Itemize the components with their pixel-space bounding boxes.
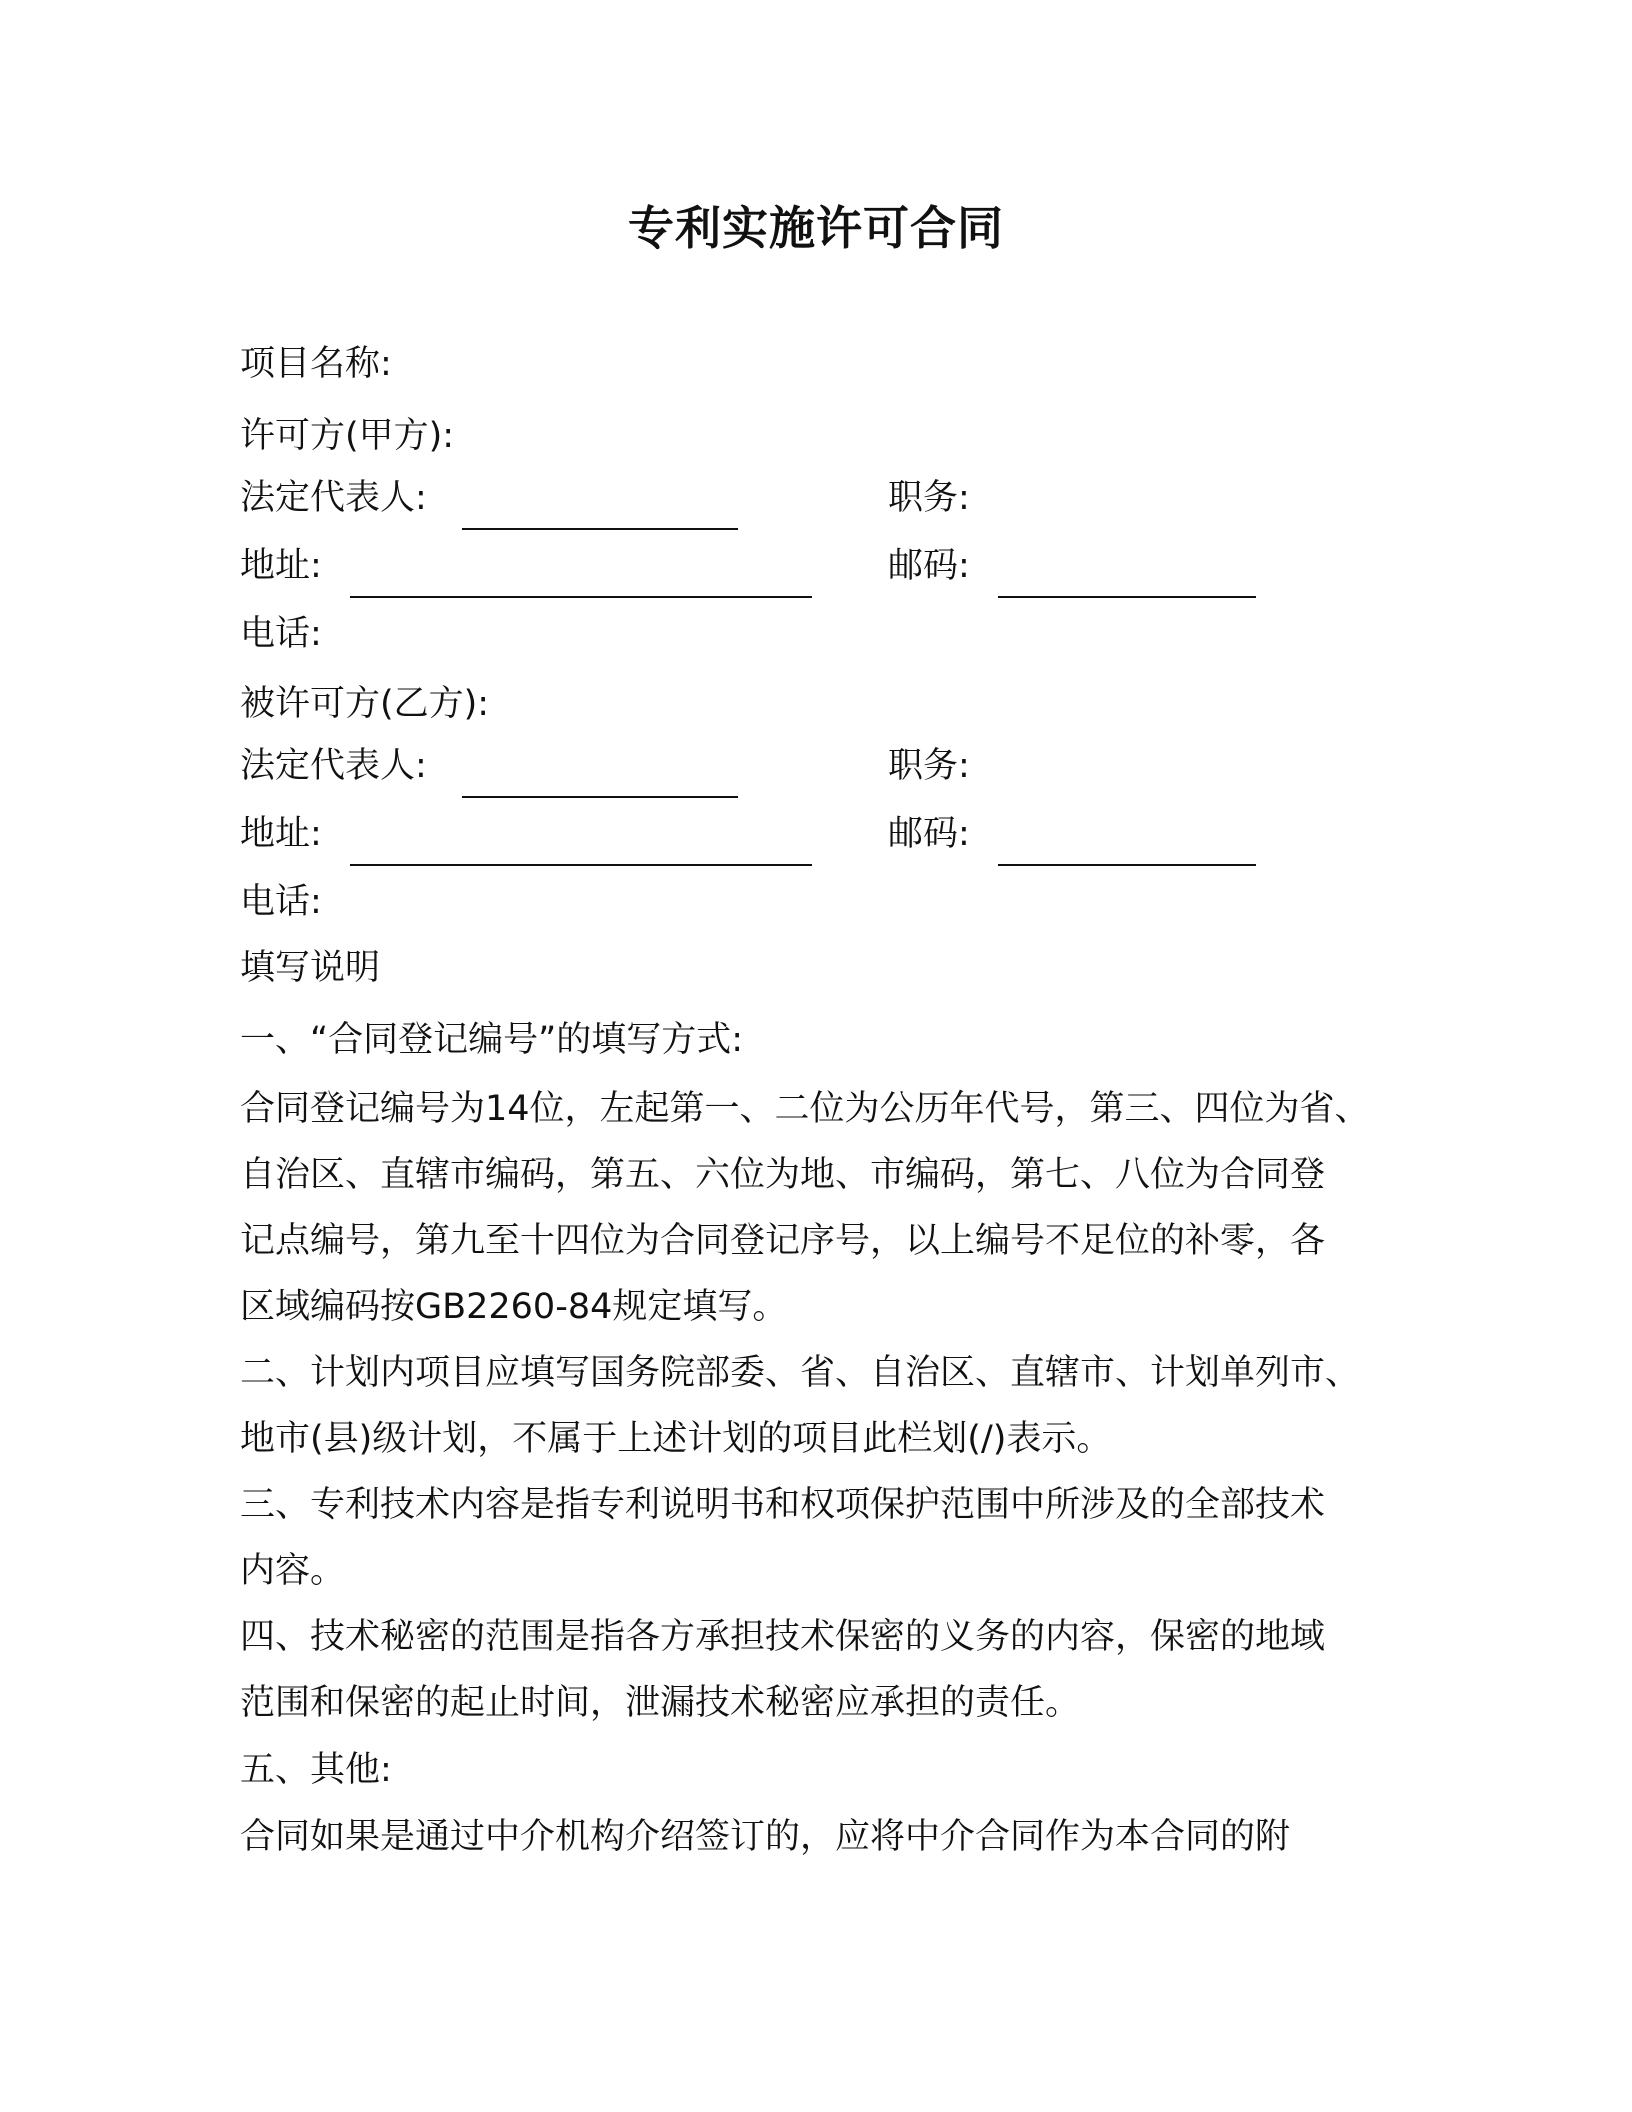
item5-paragraph <box>240 1804 1400 1870</box>
licensee-phone-label: 电话: <box>240 882 322 922</box>
paragraph-line: 区域编码按GB2260-84规定填写。 <box>240 1287 788 1327</box>
item1-paragraph <box>240 1076 1400 1340</box>
licensee-postcode-field[interactable] <box>998 864 1256 866</box>
licensee-position-label: 职务: <box>888 746 970 786</box>
licensor-address-label: 地址: <box>240 546 322 586</box>
licensee-heading: 被许可方(乙方): <box>240 684 490 724</box>
paragraph-line: 合同登记编号为14位，左起第一、二位为公历年代号，第三、四位为省、 <box>240 1089 1370 1129</box>
licensee-legal-rep-field[interactable] <box>462 796 738 798</box>
project-name-label: 项目名称: <box>240 344 392 384</box>
item2-paragraph <box>240 1340 1400 1472</box>
licensor-legal-rep-label: 法定代表人: <box>240 478 427 518</box>
paragraph-line: 地市(县)级计划，不属于上述计划的项目此栏划(/)表示。 <box>240 1419 1112 1459</box>
paragraph-line: 记点编号，第九至十四位为合同登记序号，以上编号不足位的补零，各 <box>240 1221 1326 1261</box>
licensor-postcode-field[interactable] <box>998 596 1256 598</box>
licensee-address-field[interactable] <box>350 864 812 866</box>
licensee-address-label: 地址: <box>240 814 322 854</box>
paragraph-line: 自治区、直辖市编码，第五、六位为地、市编码，第七、八位为合同登 <box>240 1155 1326 1195</box>
paragraph-line: 二、计划内项目应填写国务院部委、省、自治区、直辖市、计划单列市、 <box>240 1353 1361 1393</box>
licensor-phone-label: 电话: <box>240 614 322 654</box>
licensor-postcode-label: 邮码: <box>888 546 970 586</box>
contract-title: 专利实施许可合同 <box>628 201 1004 255</box>
paragraph-line: 四、技术秘密的范围是指各方承担技术保密的义务的内容，保密的地域 <box>240 1617 1326 1657</box>
licensor-position-label: 职务: <box>888 478 970 518</box>
item1-heading: 一、“合同登记编号”的填写方式: <box>240 1020 744 1060</box>
licensee-postcode-label: 邮码: <box>888 814 970 854</box>
paragraph-line: 范围和保密的起止时间，泄漏技术秘密应承担的责任。 <box>240 1683 1081 1723</box>
paragraph-line: 内容。 <box>240 1551 346 1591</box>
item3-paragraph <box>240 1472 1400 1604</box>
paragraph-line: 合同如果是通过中介机构介绍签订的，应将中介合同作为本合同的附 <box>240 1817 1291 1857</box>
licensor-address-field[interactable] <box>350 596 812 598</box>
instructions-heading: 填写说明 <box>240 948 381 988</box>
paragraph-line: 三、专利技术内容是指专利说明书和权项保护范围中所涉及的全部技术 <box>240 1485 1326 1525</box>
licensor-heading: 许可方(甲方): <box>240 416 455 456</box>
item4-paragraph <box>240 1604 1400 1736</box>
licensee-legal-rep-label: 法定代表人: <box>240 746 427 786</box>
licensor-legal-rep-field[interactable] <box>462 528 738 530</box>
item5-heading: 五、其他: <box>240 1750 392 1790</box>
